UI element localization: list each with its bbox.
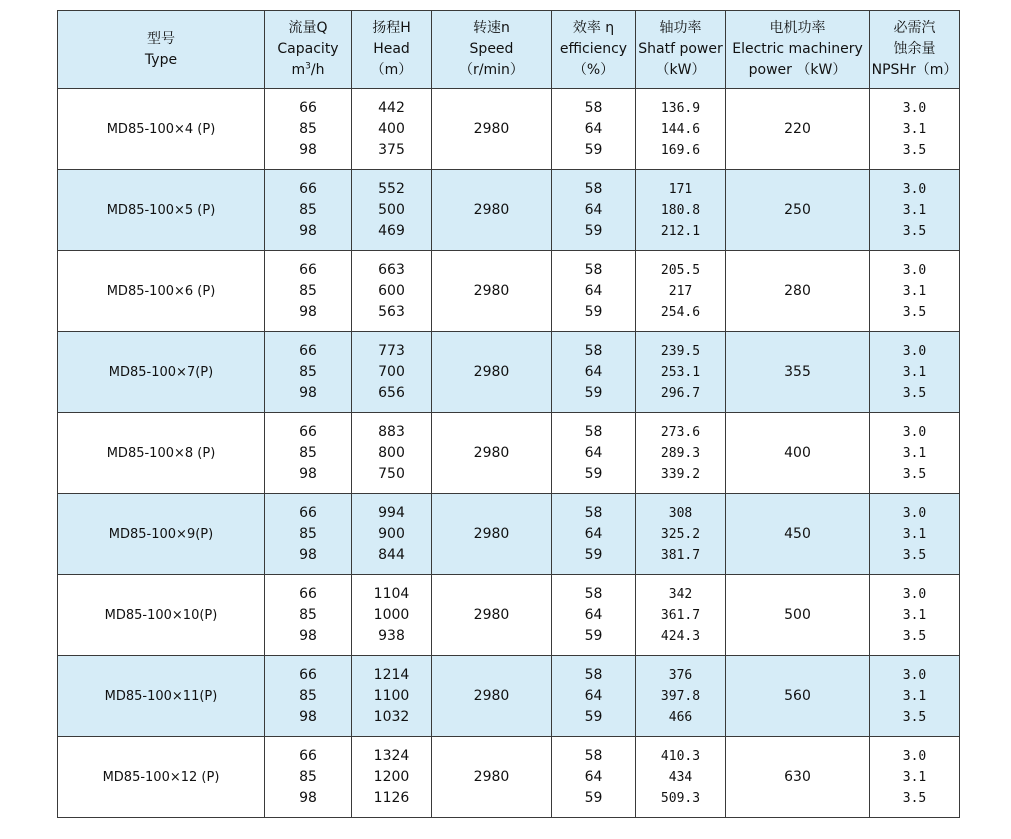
npsh-cell-value: 3.1 [902, 769, 927, 785]
motor-power-cell: 500 [726, 575, 870, 656]
head-cell-value: 552 [378, 180, 405, 197]
header-head [352, 11, 432, 89]
model-cell: MD85-100×8 (P) [58, 413, 265, 494]
npsh-cell-value: 3.5 [902, 223, 927, 239]
head-cell-value: 563 [378, 303, 405, 320]
efficiency-cell-value: 59 [584, 546, 603, 563]
shaft-power-cell-value: 308 [668, 505, 693, 521]
header-efficiency [552, 11, 636, 89]
efficiency-cell-value: 64 [584, 444, 603, 461]
efficiency-cell-value: 59 [584, 627, 603, 644]
capacity-cell-value: 98 [299, 384, 317, 401]
speed-cell: 2980 [432, 737, 552, 818]
capacity-cell-value: 85 [299, 363, 317, 380]
capacity-cell-value: 66 [299, 180, 317, 197]
efficiency-cell-value: 58 [584, 585, 603, 602]
npsh-cell [870, 737, 960, 818]
shaft-power-cell-value: 217 [668, 283, 693, 299]
capacity-cell-value: 85 [299, 687, 317, 704]
header-npsh-cn-1: 必需汽 [893, 20, 936, 36]
header-shaft-cn: 轴功率 [659, 20, 702, 36]
efficiency-cell-value: 64 [584, 282, 603, 299]
header-motor-unit: power （kW） [748, 62, 847, 78]
header-efficiency-cn: 效率 η [572, 20, 615, 36]
shaft-power-cell [636, 494, 726, 575]
shaft-power-cell [636, 575, 726, 656]
npsh-cell-value: 3.1 [902, 121, 927, 137]
table-row [58, 413, 960, 494]
npsh-cell-value: 3.1 [902, 202, 927, 218]
shaft-power-cell-value: 296.7 [660, 385, 701, 401]
header-motor-cn: 电机功率 [769, 20, 826, 36]
efficiency-cell-value: 64 [584, 201, 603, 218]
head-cell [352, 494, 432, 575]
capacity-cell-value: 85 [299, 768, 317, 785]
header-speed-en: Speed [469, 41, 514, 57]
shaft-power-cell-value: 136.9 [660, 100, 701, 116]
header-speed-unit: （r/min） [459, 62, 524, 78]
efficiency-cell-value: 59 [584, 222, 603, 239]
capacity-cell-value: 98 [299, 222, 317, 239]
header-type-en: Type [144, 51, 178, 68]
npsh-cell-value: 3.1 [902, 688, 927, 704]
motor-power-cell: 280 [726, 251, 870, 332]
efficiency-cell-value: 58 [584, 423, 603, 440]
header-efficiency-unit: （%） [572, 62, 615, 78]
header-npsh-unit: NPSHr（m） [871, 62, 958, 78]
head-cell-value: 883 [378, 423, 405, 440]
shaft-power-cell-value: 289.3 [660, 445, 701, 461]
efficiency-cell-value: 64 [584, 525, 603, 542]
head-cell-value: 844 [378, 546, 405, 563]
shaft-power-cell [636, 413, 726, 494]
capacity-cell [265, 251, 352, 332]
efficiency-cell-value: 64 [584, 606, 603, 623]
head-cell-value: 1126 [373, 789, 410, 806]
shaft-power-cell-value: 361.7 [660, 607, 701, 623]
efficiency-cell [552, 170, 636, 251]
efficiency-cell-value: 59 [584, 465, 603, 482]
efficiency-cell [552, 494, 636, 575]
shaft-power-cell-value: 376 [668, 667, 693, 683]
npsh-cell-value: 3.5 [902, 142, 927, 158]
efficiency-cell [552, 656, 636, 737]
capacity-cell-value: 85 [299, 606, 317, 623]
head-cell-value: 1032 [373, 708, 410, 725]
capacity-cell-value: 85 [299, 525, 317, 542]
speed-cell: 2980 [432, 656, 552, 737]
efficiency-cell-value: 59 [584, 384, 603, 401]
capacity-cell-value: 98 [299, 465, 317, 482]
npsh-cell-value: 3.5 [902, 466, 927, 482]
npsh-cell [870, 332, 960, 413]
capacity-cell-value: 66 [299, 585, 317, 602]
head-cell-value: 375 [378, 141, 405, 158]
header-shaft-en: Shatf power [638, 41, 723, 57]
efficiency-cell-value: 58 [584, 342, 603, 359]
head-cell-value: 500 [378, 201, 405, 218]
header-row [58, 11, 960, 89]
shaft-power-cell [636, 89, 726, 170]
shaft-power-cell-value: 144.6 [660, 121, 701, 137]
efficiency-cell [552, 251, 636, 332]
npsh-cell-value: 3.0 [902, 424, 927, 440]
head-cell-value: 773 [378, 342, 405, 359]
shaft-power-cell-value: 180.8 [660, 202, 701, 218]
shaft-power-cell-value: 239.5 [660, 343, 701, 359]
motor-power-cell: 220 [726, 89, 870, 170]
shaft-power-cell-value: 205.5 [660, 262, 701, 278]
head-cell-value: 442 [378, 99, 405, 116]
efficiency-cell-value: 58 [584, 261, 603, 278]
header-head-en: Head [373, 41, 410, 57]
model-cell: MD85-100×7(P) [58, 332, 265, 413]
shaft-power-cell-value: 424.3 [660, 628, 701, 644]
capacity-cell [265, 89, 352, 170]
npsh-cell [870, 656, 960, 737]
head-cell [352, 737, 432, 818]
capacity-cell-value: 66 [299, 747, 317, 764]
capacity-cell-value: 85 [299, 120, 317, 137]
npsh-cell-value: 3.0 [902, 586, 927, 602]
npsh-cell [870, 89, 960, 170]
capacity-cell-value: 98 [299, 303, 317, 320]
header-shaft-power [636, 11, 726, 89]
model-cell: MD85-100×4 (P) [58, 89, 265, 170]
shaft-power-cell-value: 342 [668, 586, 693, 602]
header-head-unit: （m） [370, 62, 413, 78]
npsh-cell-value: 3.1 [902, 526, 927, 542]
capacity-cell-value: 98 [299, 708, 317, 725]
head-cell [352, 575, 432, 656]
capacity-cell-value: 98 [299, 789, 317, 806]
table-row [58, 656, 960, 737]
shaft-power-cell-value: 381.7 [660, 547, 701, 563]
shaft-power-cell-value: 466 [668, 709, 693, 725]
shaft-power-cell-value: 254.6 [660, 304, 701, 320]
shaft-power-cell-value: 397.8 [660, 688, 701, 704]
capacity-cell-value: 66 [299, 342, 317, 359]
head-cell-value: 1214 [373, 666, 410, 683]
motor-power-cell: 450 [726, 494, 870, 575]
shaft-power-cell-value: 253.1 [660, 364, 701, 380]
capacity-cell [265, 656, 352, 737]
header-motor-power [726, 11, 870, 89]
efficiency-cell-value: 58 [584, 180, 603, 197]
efficiency-cell-value: 58 [584, 99, 603, 116]
head-cell-value: 1100 [373, 687, 410, 704]
header-type-cn: 型号 [147, 30, 175, 47]
head-cell-value: 994 [378, 504, 405, 521]
model-cell: MD85-100×10(P) [58, 575, 265, 656]
npsh-cell [870, 413, 960, 494]
capacity-cell-value: 98 [299, 546, 317, 563]
efficiency-cell-value: 64 [584, 768, 603, 785]
head-cell-value: 900 [378, 525, 405, 542]
capacity-cell-value: 66 [299, 666, 317, 683]
shaft-power-cell-value: 434 [668, 769, 693, 785]
npsh-cell-value: 3.5 [902, 628, 927, 644]
head-cell [352, 656, 432, 737]
npsh-cell-value: 3.5 [902, 385, 927, 401]
header-type [58, 11, 265, 89]
head-cell-value: 1200 [373, 768, 410, 785]
header-npsh [870, 11, 960, 89]
model-cell: MD85-100×6 (P) [58, 251, 265, 332]
capacity-cell [265, 494, 352, 575]
npsh-cell [870, 170, 960, 251]
capacity-cell-value: 66 [299, 504, 317, 521]
shaft-power-cell-value: 212.1 [660, 223, 701, 239]
efficiency-cell [552, 737, 636, 818]
head-cell-value: 1104 [373, 585, 410, 602]
speed-cell: 2980 [432, 575, 552, 656]
capacity-cell-value: 85 [299, 282, 317, 299]
head-cell-value: 938 [378, 627, 405, 644]
npsh-cell-value: 3.0 [902, 748, 927, 764]
head-cell-value: 469 [378, 222, 405, 239]
model-cell: MD85-100×12 (P) [58, 737, 265, 818]
table-row [58, 575, 960, 656]
head-cell-value: 1324 [373, 747, 410, 764]
head-cell-value: 663 [378, 261, 405, 278]
npsh-cell [870, 575, 960, 656]
table-row [58, 170, 960, 251]
capacity-cell-value: 98 [299, 141, 317, 158]
capacity-cell [265, 575, 352, 656]
npsh-cell-value: 3.0 [902, 100, 927, 116]
npsh-cell-value: 3.0 [902, 505, 927, 521]
header-motor-en: Electric machinery [732, 41, 863, 57]
head-cell-value: 750 [378, 465, 405, 482]
head-cell-value: 656 [378, 384, 405, 401]
motor-power-cell: 355 [726, 332, 870, 413]
shaft-power-cell [636, 251, 726, 332]
header-capacity [265, 11, 352, 89]
efficiency-cell-value: 59 [584, 141, 603, 158]
shaft-power-cell [636, 332, 726, 413]
npsh-cell-value: 3.5 [902, 547, 927, 563]
shaft-power-cell-value: 171 [668, 181, 693, 197]
header-efficiency-en: efficiency [559, 41, 628, 57]
efficiency-cell [552, 413, 636, 494]
efficiency-cell [552, 575, 636, 656]
head-cell-value: 600 [378, 282, 405, 299]
header-capacity-cn: 流量Q [288, 20, 328, 36]
head-cell [352, 251, 432, 332]
table-row [58, 494, 960, 575]
efficiency-cell-value: 64 [584, 687, 603, 704]
efficiency-cell [552, 89, 636, 170]
capacity-cell [265, 737, 352, 818]
pump-performance-table [57, 10, 960, 818]
npsh-cell-value: 3.5 [902, 790, 927, 806]
capacity-cell-value: 85 [299, 444, 317, 461]
npsh-cell-value: 3.1 [902, 283, 927, 299]
capacity-cell-value: 98 [299, 627, 317, 644]
shaft-power-cell-value: 169.6 [660, 142, 701, 158]
speed-cell: 2980 [432, 413, 552, 494]
motor-power-cell: 560 [726, 656, 870, 737]
npsh-cell-value: 3.1 [902, 445, 927, 461]
shaft-power-cell-value: 339.2 [660, 466, 701, 482]
head-cell [352, 413, 432, 494]
shaft-power-cell [636, 170, 726, 251]
capacity-cell-value: 66 [299, 99, 317, 116]
header-speed [432, 11, 552, 89]
efficiency-cell-value: 58 [584, 504, 603, 521]
speed-cell: 2980 [432, 332, 552, 413]
head-cell-value: 700 [378, 363, 405, 380]
table-row [58, 89, 960, 170]
header-speed-cn: 转速n [473, 20, 510, 36]
shaft-power-cell-value: 509.3 [660, 790, 701, 806]
head-cell [352, 332, 432, 413]
header-shaft-unit: （kW） [655, 62, 706, 78]
npsh-cell-value: 3.5 [902, 709, 927, 725]
capacity-cell [265, 413, 352, 494]
npsh-cell-value: 3.0 [902, 343, 927, 359]
head-cell-value: 1000 [373, 606, 410, 623]
shaft-power-cell-value: 325.2 [660, 526, 701, 542]
model-cell: MD85-100×11(P) [58, 656, 265, 737]
table-row [58, 251, 960, 332]
speed-cell: 2980 [432, 170, 552, 251]
capacity-cell [265, 170, 352, 251]
motor-power-cell: 250 [726, 170, 870, 251]
shaft-power-cell [636, 656, 726, 737]
npsh-cell-value: 3.0 [902, 181, 927, 197]
head-cell [352, 89, 432, 170]
model-cell: MD85-100×5 (P) [58, 170, 265, 251]
header-capacity-en: Capacity [277, 41, 339, 57]
efficiency-cell-value: 58 [584, 747, 603, 764]
efficiency-cell-value: 59 [584, 303, 603, 320]
capacity-cell-value: 66 [299, 423, 317, 440]
efficiency-cell-value: 58 [584, 666, 603, 683]
speed-cell: 2980 [432, 494, 552, 575]
model-cell: MD85-100×9(P) [58, 494, 265, 575]
npsh-cell-value: 3.0 [902, 667, 927, 683]
header-npsh-cn-2: 蚀余量 [893, 41, 936, 57]
npsh-cell [870, 251, 960, 332]
npsh-cell-value: 3.1 [902, 607, 927, 623]
head-cell-value: 400 [378, 120, 405, 137]
head-cell [352, 170, 432, 251]
npsh-cell-value: 3.1 [902, 364, 927, 380]
capacity-cell-value: 66 [299, 261, 317, 278]
motor-power-cell: 400 [726, 413, 870, 494]
shaft-power-cell-value: 410.3 [660, 748, 701, 764]
efficiency-cell-value: 59 [584, 789, 603, 806]
head-cell-value: 800 [378, 444, 405, 461]
speed-cell: 2980 [432, 251, 552, 332]
npsh-cell-value: 3.5 [902, 304, 927, 320]
capacity-cell-value: 85 [299, 201, 317, 218]
capacity-cell [265, 332, 352, 413]
npsh-cell-value: 3.0 [902, 262, 927, 278]
header-capacity-unit: $m^3/h$ [291, 61, 325, 78]
header-head-cn: 扬程H [372, 20, 411, 36]
table-row [58, 737, 960, 818]
motor-power-cell: 630 [726, 737, 870, 818]
efficiency-cell [552, 332, 636, 413]
efficiency-cell-value: 64 [584, 363, 603, 380]
shaft-power-cell [636, 737, 726, 818]
efficiency-cell-value: 64 [584, 120, 603, 137]
npsh-cell [870, 494, 960, 575]
speed-cell: 2980 [432, 89, 552, 170]
table-row [58, 332, 960, 413]
efficiency-cell-value: 59 [584, 708, 603, 725]
shaft-power-cell-value: 273.6 [660, 424, 701, 440]
